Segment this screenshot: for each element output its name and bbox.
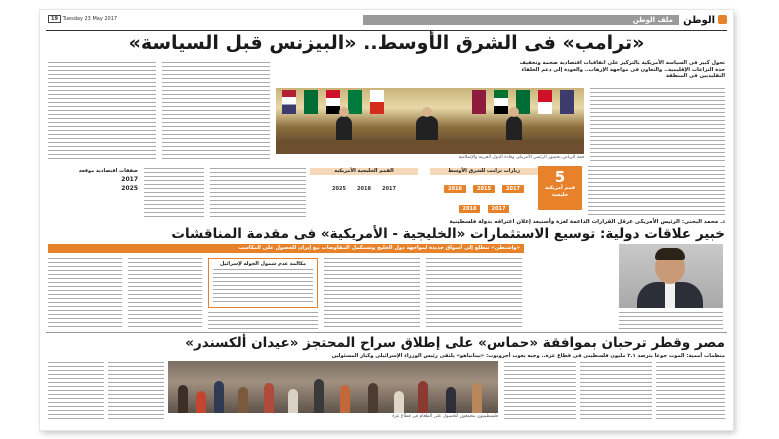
masthead-logo (683, 15, 727, 26)
flag-icon (538, 90, 552, 114)
gaza-photo-caption: فلسطينيون يتجمعون للحصول على الطعام فى قطاع غزة (392, 414, 498, 419)
crowd-figure (340, 385, 350, 413)
flag-icon (494, 90, 508, 114)
flag-icon (348, 90, 362, 114)
year-tag: 2015 (473, 185, 495, 193)
year-tag: 2025 (332, 186, 346, 192)
summit-photo (276, 88, 584, 154)
third-kicker: منظمات أممية: الموت جوعا يترصد ٢.١ مليون فلسطينى فى قطاع غزة.. وجيه يعوت أحرونوت: «نيتانياهو» يلتقى رئيس الوزراء الإسرائيلى وكبار المسئولين (331, 353, 725, 359)
flag-icon (472, 90, 486, 114)
sidebar-note-title: مكالمة عدم شمول الجولة لإسرائيل (220, 261, 306, 267)
dateline (46, 15, 117, 23)
stat-title: القمم الخليجية الأمريكية (310, 168, 418, 175)
body-column (144, 168, 204, 218)
body-column (48, 258, 122, 328)
portrait-shirt (665, 282, 675, 308)
crowd-figure (368, 383, 378, 413)
crowd-figure (394, 391, 404, 413)
stat-group (310, 168, 418, 220)
side-facts (48, 168, 138, 192)
crowd-figure (238, 387, 248, 413)
body-column (213, 269, 313, 305)
badge-number: 5 (554, 168, 566, 186)
figure-head (422, 107, 432, 117)
issue-date: Tuesday 23 May 2017 (62, 16, 118, 22)
timeline-stats (310, 168, 538, 220)
second-kicker: د. محمد البحنى: الرئيس الأمريكى عرقل القرارات الداعمة لغزة وأستبعد إعلان اعترافه بدولة فلسطينية (449, 219, 725, 225)
figure (416, 116, 438, 142)
logo-mark-icon (718, 15, 727, 24)
top-rule (46, 30, 727, 31)
flag-icon (282, 90, 296, 114)
figure (336, 116, 352, 142)
stat-group (430, 168, 538, 220)
body-column (590, 88, 725, 162)
body-column (162, 62, 270, 162)
crowd-figure (288, 389, 298, 413)
body-column (208, 312, 318, 330)
lead-headline: «ترامب» فى الشرق الأوسط.. «البيزنس قبل السياسة» (128, 32, 645, 54)
crowd-figure (446, 387, 456, 413)
crowd-figure (264, 383, 274, 413)
body-column (580, 362, 652, 422)
year-tag: 2018 (357, 186, 371, 192)
crowd-figure (472, 383, 482, 413)
flag-icon (560, 90, 574, 114)
newspaper-page (40, 10, 733, 430)
body-column (504, 362, 576, 422)
body-column (108, 362, 164, 422)
crowd-figure (418, 381, 428, 413)
year-tag: 2017 (502, 185, 524, 193)
year-tag: 2017 (488, 205, 510, 213)
badge-label: قمم أمريكية خليجية (544, 185, 576, 198)
body-column (324, 258, 420, 330)
section-rule (46, 332, 727, 333)
second-deck-bar: «واشنطن» تتطلع إلى أسواق جديدة لمواجهة دول الخليج وتستكمل المفاوضات مع إيران للحصول على المكاسب (48, 244, 524, 253)
sidebar-note-box (208, 258, 318, 308)
figure (506, 116, 522, 142)
year-tag: 2016 (444, 185, 466, 193)
year-tag: 2018 (459, 205, 481, 213)
flag-icon (326, 90, 340, 114)
body-column (588, 166, 725, 216)
crowd-figure (178, 385, 188, 413)
figure-head (339, 107, 349, 117)
logo-text: الوطن (683, 15, 715, 26)
page-number: 19 (48, 15, 61, 23)
second-headline: خبير علاقات دولية: توسيع الاستثمارات «الخليجية - الأمريكية» فى مقدمة المناقشات (171, 226, 725, 242)
summit-count-badge (538, 166, 582, 210)
body-column (619, 312, 723, 330)
third-headline: مصر وقطر ترحبان بموافقة «حماس» على إطلاق سراح المحتجز «عيدان ألكسندر» (185, 335, 725, 351)
crowd-figure (314, 379, 324, 413)
flag-icon (370, 90, 384, 114)
side-facts-title: صفقات اقتصادية موقعة (78, 168, 138, 174)
portrait-hair (655, 248, 685, 260)
year-tag: 2017 (382, 186, 396, 192)
side-year: 2017 (121, 176, 138, 183)
expert-portrait (619, 244, 723, 308)
flag-icon (304, 90, 318, 114)
body-column (426, 258, 522, 330)
conference-desk (276, 140, 584, 154)
lead-deck: تحول كبير فى السياسة الأمريكية بالتركيز على اتفاقيات اقتصادية ضخمة وتخفيف حدة النزاعات الإقليمية.. والتعاون فى مواجهة الإرهاب.. والعودة إلى دعم الحلفاء التقليديين فى المنطقة (519, 60, 725, 80)
summit-photo-caption: قمة الرياض بحضور الرئيس الأمريكى وقادة الدول العربية والإسلامية (458, 155, 584, 160)
figure-head (509, 107, 519, 117)
side-year: 2025 (121, 185, 138, 192)
body-column (48, 62, 156, 162)
body-column (48, 362, 104, 422)
body-column (656, 362, 725, 422)
body-column (128, 258, 202, 328)
crowd-figure (196, 391, 206, 413)
body-column (210, 168, 306, 218)
stat-title: زيارات ترامب للشرق الأوسط (430, 168, 538, 175)
crowd-figure (214, 381, 224, 413)
section-tab: ملف الوطن (363, 15, 679, 25)
masthead-bar (46, 15, 727, 29)
gaza-photo (168, 361, 498, 413)
